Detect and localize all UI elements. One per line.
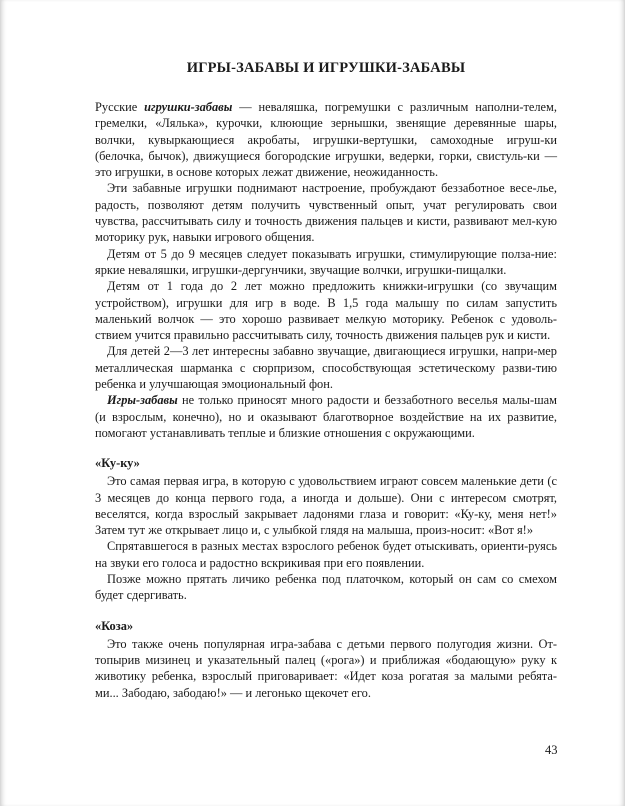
section-ku-ku-paragraph-3: Позже можно прятать личико ребенка под платочком, который он сам со смехом будет сдергивать. xyxy=(95,572,557,603)
paragraph-1-text: — неваляшка, погремушки с различным наполни-телем, гремелки, «Лялька», курочки, клюющие зернышки, звенящие деревянные шары, волчки, кувыркающиеся акробаты, игрушки-вертушки, самоходные игруш-ки (белочка, бычок), движущиеся богородские игрушки, ведерки, горки, свистуль-ки — это игрушки, в основе которых лежат движение, неожиданность. xyxy=(95,100,557,180)
paragraph-6-emphasis: Игры-забавы xyxy=(107,393,178,408)
section-koza-paragraph-1: Это также очень популярная игра-забава с детьми первого полугодия жизни. От-топырив мизинец и указательный палец («рога») и приближая «бодающую» руку к животику ребенка, взрослый приговаривает: «Идет коза рогатая за малыми ребята-ми... Забодаю, забодаю!» — и легонько щекочет его. xyxy=(95,636,557,700)
paragraph-5: Для детей 2—3 лет интересны забавно звучащие, двигающиеся игрушки, напри-мер металлическая шарманка с сюрпризом, способствующая эстетическому разви-тию ребенка и улучшающая эмоциональный фон. xyxy=(95,344,557,392)
paragraph-1 xyxy=(95,99,557,180)
paragraph-2: Эти забавные игрушки поднимают настроение, пробуждают беззаботное весе-лье, радость, позволяют детям получить чувственный опыт, учат регулировать свои чувства, рассчитывать силу и точность движения пальцев и кисти, развивают мел-кую моторику рук, навыки игрового общения. xyxy=(95,181,557,245)
paragraph-1-lead: Русские xyxy=(95,100,145,114)
page-number: 43 xyxy=(545,743,558,757)
section-heading-koza: «Коза» xyxy=(95,618,134,633)
page-title: ИГРЫ-ЗАБАВЫ И ИГРУШКИ-ЗАБАВЫ xyxy=(186,60,466,76)
page-content xyxy=(95,60,557,701)
section-ku-ku-paragraph-1: Это самая первая игра, в которую с удовольствием играют совсем маленькие дети (с 3 месяцев до конца первого года, а иногда и дольше). Они с интересом смотрят, веселятся, когда взрослый закрывает ладонями глаза и говорит: «Ку-ку, меня нет!» Затем тут же открывает лицо и, с улыбкой глядя на малыша, произ-носит: «Вот я!» xyxy=(95,474,557,538)
paragraph-6 xyxy=(95,392,557,441)
paragraph-1-emphasis: игрушки-забавы xyxy=(144,100,233,114)
section-heading-ku-ku: «Ку-ку» xyxy=(95,456,140,471)
paragraph-6-text: не только приносят много радости и беззаботного веселья малы-шам (и взрослым, конечно), но и оказывают благотворное воздействие на их развитие, помогают устанавливать теплые и близкие отношения с окружающими. xyxy=(95,393,557,440)
section-ku-ku-paragraph-2: Спрятавшегося в разных местах взрослого ребенок будет отыскивать, ориенти-руясь на звуки его голоса и радостно вскрикивая при его появлении. xyxy=(95,539,557,570)
paragraph-4: Детям от 1 года до 2 лет можно предложить книжки-игрушки (со звучащим устройством), игрушки для игр в воде. В 1,5 года малышу по силам запустить маленький волчок — это хорошо развивает мелкую моторику. Ребенок с удоволь-ствием учится правильно рассчитывать силу, точность движения пальцев рук и кисти. xyxy=(95,279,557,343)
paragraph-3: Детям от 5 до 9 месяцев следует показывать игрушки, стимулирующие полза-ние: яркие неваляшки, игрушки-дергунчики, звучащие волчки, игрушки-пищалки. xyxy=(95,246,557,277)
